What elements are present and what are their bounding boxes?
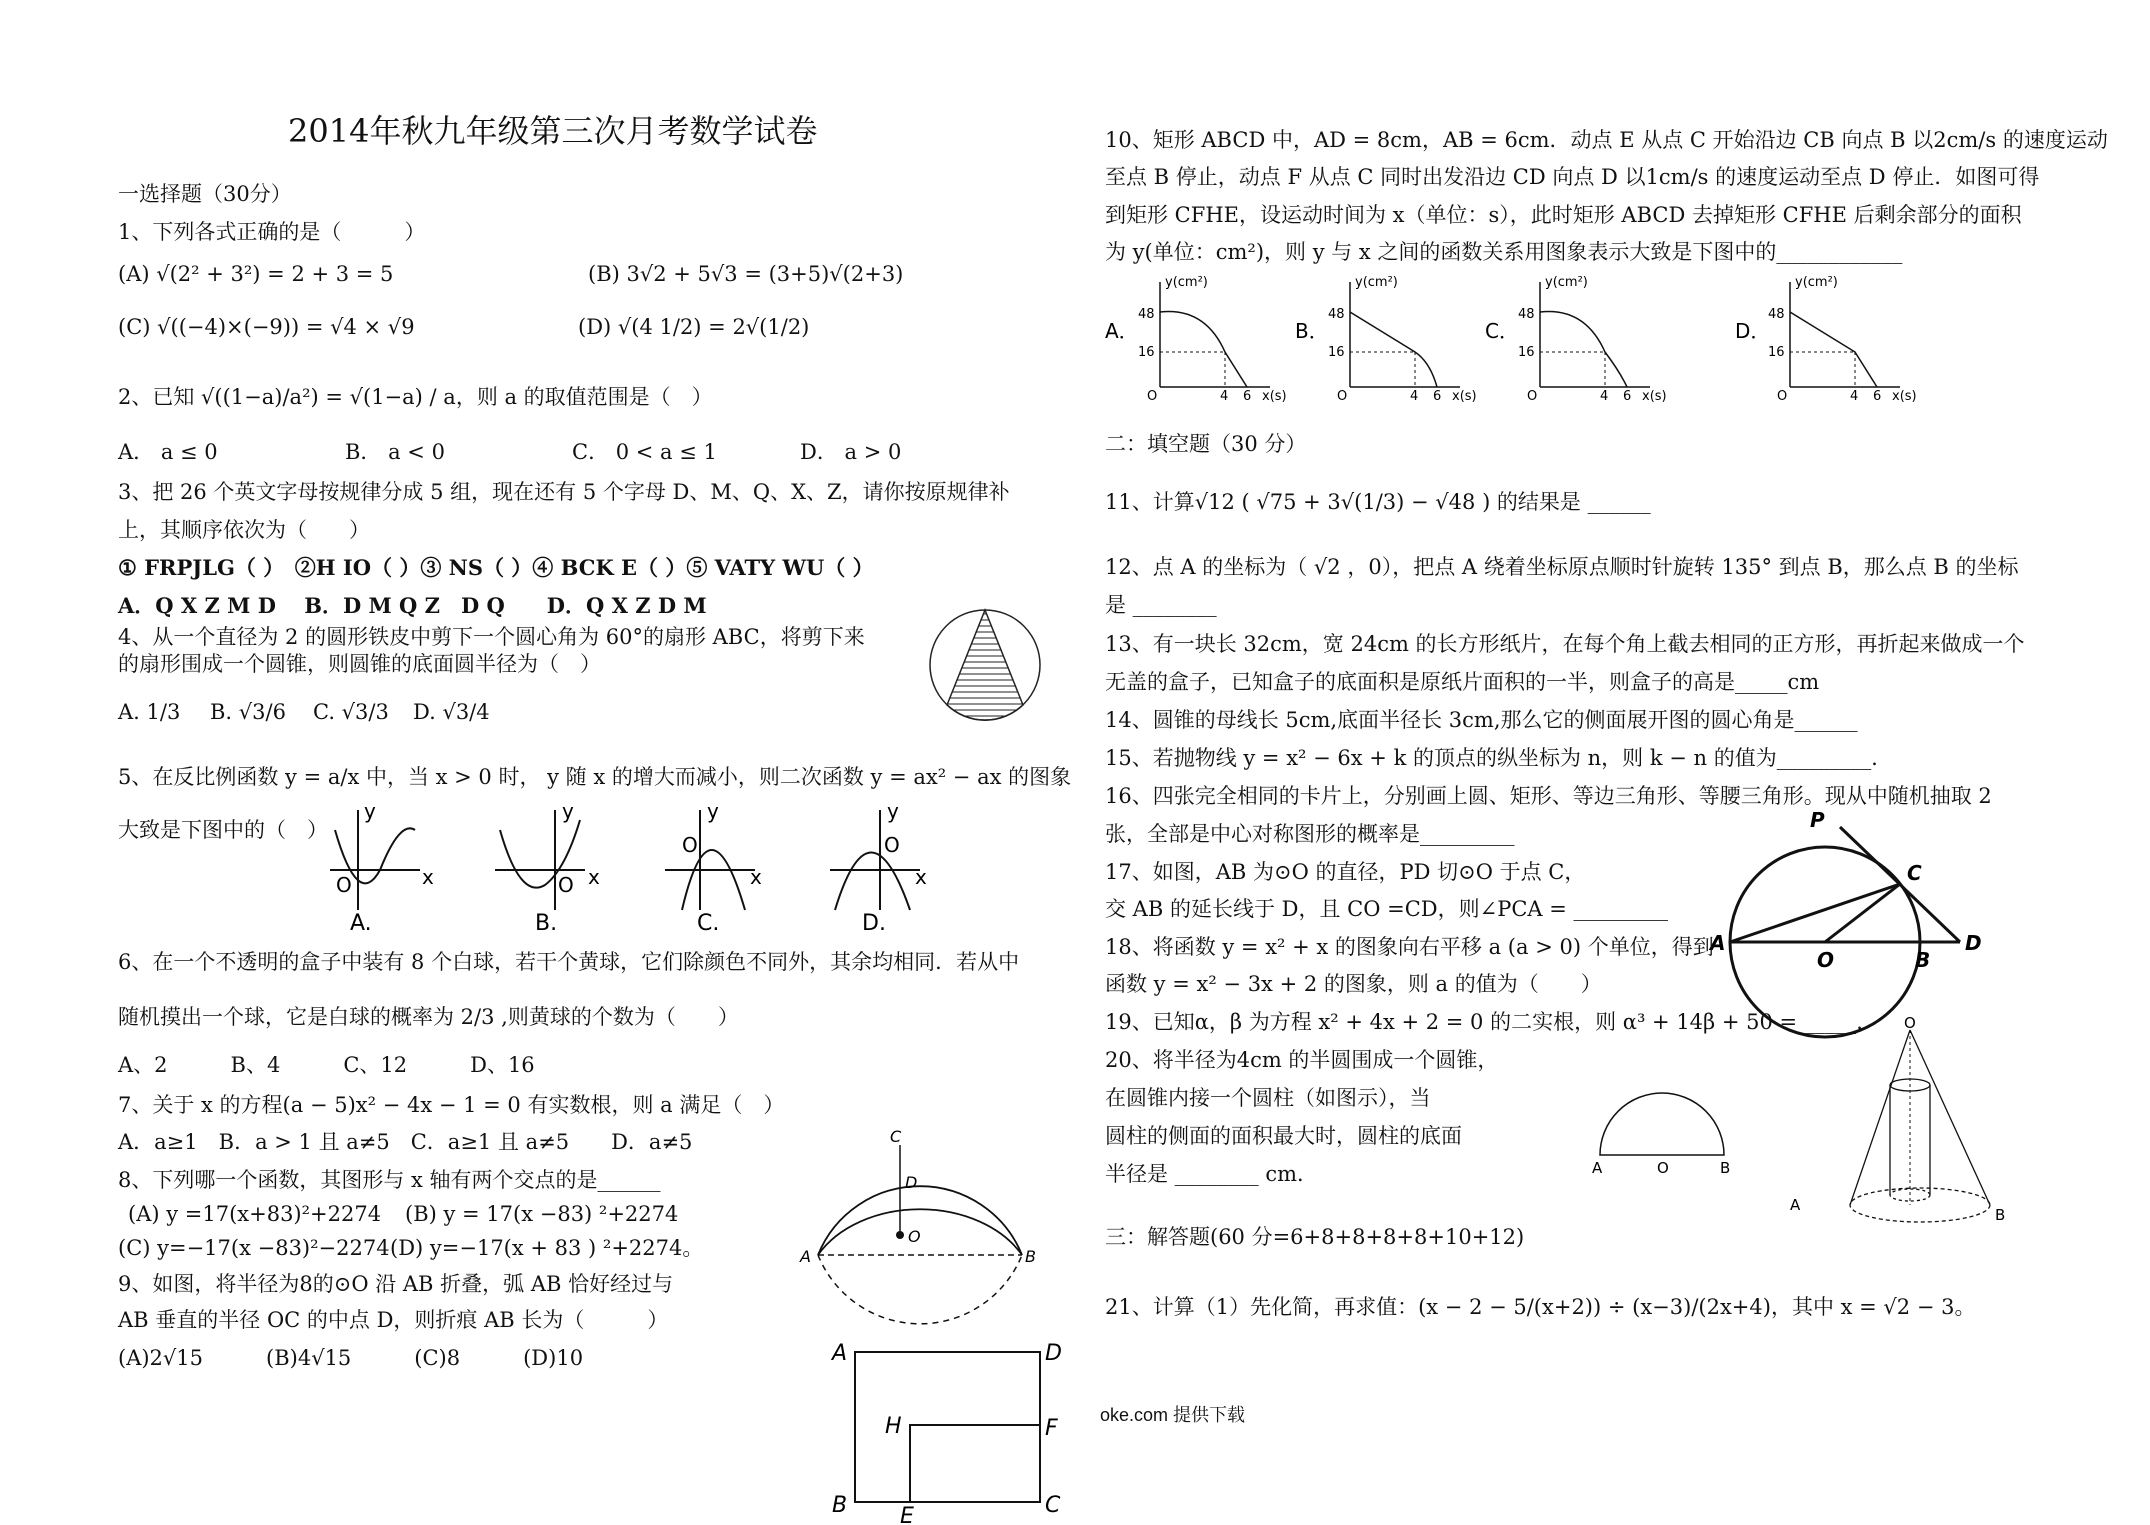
q4-option-a: A. 1/3 (118, 700, 181, 724)
q18-line2: 函数 y = x² − 3x + 2 的图象，则 a 的值为（ ） (1105, 972, 1602, 996)
q4-option-b: B. √3/6 (210, 700, 286, 724)
svg-text:48: 48 (1768, 307, 1785, 322)
svg-text:H: H (885, 1414, 902, 1439)
q20-line1: 20、将半径为4cm 的半圆围成一个圆锥， (1105, 1048, 1499, 1072)
svg-text:16: 16 (1768, 345, 1785, 360)
svg-text:16: 16 (1328, 345, 1345, 360)
svg-text:4: 4 (1600, 389, 1609, 404)
q3-line2: 上，其顺序依次为（ ） (118, 518, 370, 542)
svg-text:B.: B. (535, 911, 558, 936)
q10-graph-options (1105, 272, 2065, 402)
q21: 21、计算（1）先化简，再求值：(x − 2 − 5/(x+2)) ÷ (x−3)/(2x+4)，其中 x = √2 − 3。 (1105, 1295, 1976, 1319)
q5-graph-c (665, 799, 762, 936)
q6-line1: 6、在一个不透明的盒子中装有 8 个白球，若干个黄球，它们除颜色不同外，其余均相同．若从中 (118, 950, 1020, 974)
q8-option-d: (D) y=−17(x + 83 ) ²+2274。 (390, 1236, 704, 1260)
svg-text:O: O (1904, 1014, 1916, 1032)
q9-line1: 9、如图，将半径为8的⊙O 沿 AB 折叠，弧 AB 恰好经过与 (118, 1272, 674, 1296)
svg-text:O: O (908, 1227, 921, 1246)
svg-text:y: y (887, 799, 899, 823)
q18-line1: 18、将函数 y = x² + x 的图象向右平移 a (a > 0) 个单位，得到 (1105, 935, 1714, 959)
svg-text:D: D (905, 1173, 918, 1192)
svg-text:x: x (750, 865, 762, 889)
q4-line2: 的扇形围成一个圆锥，则圆锥的底面圆半径为（ ） (118, 652, 601, 676)
svg-text:A: A (1710, 931, 1726, 955)
q20-line2: 在圆锥内接一个圆柱（如图示），当 (1105, 1086, 1431, 1110)
q10-graph-c (1485, 275, 1667, 404)
q1-option-b: (B) 3√2 + 5√3 = (3+5)√(2+3) (588, 262, 904, 286)
svg-text:y(cm²): y(cm²) (1795, 275, 1838, 290)
svg-text:A．: A． (1105, 319, 1139, 343)
svg-text:y: y (707, 799, 719, 823)
svg-text:x: x (588, 865, 600, 889)
q8-option-c: (C) y=−17(x −83)²−2274 (118, 1236, 390, 1260)
svg-text:O: O (884, 833, 900, 857)
svg-text:P: P (1810, 808, 1825, 832)
q1-option-c: (C) √((−4)×(−9)) = √4 × √9 (118, 315, 415, 339)
q8-stem: 8、下列哪一个函数，其图形与 x 轴有两个交点的是______ (118, 1168, 661, 1192)
q10-line3: 到矩形 CFHE，设运动时间为 x（单位：s），此时矩形 ABCD 去掉矩形 CFHE 后剩余部分的面积 (1105, 203, 2022, 227)
svg-text:O: O (1147, 389, 1158, 404)
q4-option-d: D. √3/4 (413, 700, 490, 724)
q12-line1: 12、点 A 的坐标为（ √2 ，0），把点 A 绕着坐标原点顺时针旋转 135° 到点 B，那么点 B 的坐标 (1105, 555, 2019, 579)
svg-text:4: 4 (1850, 389, 1859, 404)
svg-text:O: O (1657, 1159, 1669, 1177)
svg-text:C: C (1907, 861, 1922, 885)
q15: 15、若抛物线 y = x² − 6x + k 的顶点的纵坐标为 n，则 k − n 的值为_________． (1105, 746, 1893, 770)
svg-text:48: 48 (1328, 307, 1345, 322)
q8-option-b: (B) y = 17(x −83) ²+2274 (405, 1202, 679, 1226)
svg-text:C．: C． (1485, 319, 1519, 343)
svg-text:B: B (1720, 1159, 1731, 1177)
svg-text:x: x (422, 865, 434, 889)
q2-option-c: C． 0 < a ≤ 1 (572, 440, 717, 464)
svg-text:B: B (1025, 1247, 1036, 1266)
svg-text:16: 16 (1138, 345, 1155, 360)
svg-text:48: 48 (1518, 307, 1535, 322)
q13-line2: 无盖的盒子，已知盒子的底面积是原纸片面积的一半，则盒子的高是_____cm (1105, 670, 1820, 694)
download-watermark: oke.com 提供下载 (1100, 1405, 1246, 1425)
q20-semicircle-figure (1590, 1080, 1740, 1175)
q1-option-d: (D) √(4 1/2) = 2√(1/2) (578, 315, 810, 339)
svg-text:x(s): x(s) (1892, 389, 1917, 404)
svg-text:B．: B． (1295, 319, 1329, 343)
svg-text:A: A (1592, 1159, 1603, 1177)
q6-line2: 随机摸出一个球，它是白球的概率为 2/3 ,则黄球的个数为（ ） (118, 1005, 739, 1029)
q10-rectangle-figure (830, 1340, 1100, 1525)
q5-graph-b (495, 799, 600, 936)
q17-line1: 17、如图，AB 为⊙O 的直径，PD 切⊙O 于点 C， (1105, 860, 1586, 884)
q10-graph-a (1105, 275, 1287, 404)
q5-line1: 5、在反比例函数 y = a/x 中，当 x > 0 时， y 随 x 的增大而减小，则二次函数 y = ax² − ax 的图象 (118, 765, 1072, 789)
q20-line4: 半径是 ________ cm． (1105, 1162, 1319, 1186)
section-1-heading: 一选择题（30分） (118, 182, 292, 206)
q5-graph-a (330, 799, 434, 936)
svg-text:48: 48 (1138, 307, 1155, 322)
page-title: 2014年秋九年级第三次月考数学试卷 (288, 112, 818, 150)
svg-text:A: A (832, 1341, 848, 1366)
q10-graph-d (1735, 275, 1917, 404)
q9-fold-figure (800, 1127, 1040, 1355)
svg-text:y: y (562, 799, 574, 823)
q4-sector-figure (925, 605, 1045, 725)
q17-tangent-figure (1710, 808, 1982, 1012)
q7-options: A．a≥1 B．a > 1 且 a≠5 C．a≥1 且 a≠5 D．a≠5 (118, 1130, 693, 1154)
q13-line1: 13、有一块长 32cm，宽 24cm 的长方形纸片，在每个角上截去相同的正方形，再折起来做成一个 (1105, 632, 2025, 656)
svg-text:B: B (1995, 1206, 2006, 1224)
svg-text:6: 6 (1433, 389, 1442, 404)
q9-options: (A)2√15 (B)4√15 (C)8 (D)10 (118, 1346, 584, 1370)
q9-line2: AB 垂直的半径 OC 的中点 D，则折痕 AB 长为（ ） (118, 1308, 669, 1332)
q2-option-b: B． a < 0 (345, 440, 445, 464)
q10-line2: 至点 B 停止，动点 F 从点 C 同时出发沿边 CD 向点 D 以1cm/s 的速度运动至点 D 停止．如图可得 (1105, 165, 2040, 189)
svg-text:O: O (1337, 389, 1348, 404)
svg-text:O: O (1527, 389, 1538, 404)
q17-line2: 交 AB 的延长线于 D，且 CO =CD，则∠PCA = _________ (1105, 897, 1669, 921)
svg-text:x(s): x(s) (1452, 389, 1477, 404)
q20-cone-figure (1790, 1014, 2020, 1230)
q3-options: A．Q X Z M D B．D M Q Z D Q D．Q X Z D M (118, 593, 707, 618)
q4-option-c: C. √3/3 (313, 700, 389, 724)
q19: 19、已知α，β 为方程 x² + 4x + 2 = 0 的二实根，则 α³ + 14β + 50 = _____. (1105, 1010, 1863, 1034)
svg-text:D．: D． (1735, 319, 1771, 343)
svg-text:4: 4 (1220, 389, 1229, 404)
q16-line2: 张，全部是中心对称图形的概率是_________ (1105, 822, 1515, 846)
svg-text:A.: A. (350, 911, 372, 936)
section-2-heading: 二：填空题（30 分） (1105, 432, 1307, 456)
q11: 11、计算√12 ( √75 + 3√(1/3) − √48 ) 的结果是 ______ (1105, 490, 1651, 514)
q1-option-a: (A) √(2² + 3²) = 2 + 3 = 5 (118, 262, 394, 286)
svg-text:F: F (1045, 1416, 1058, 1441)
q3-groups: ① FRPJLG（ ） ②H IO（ ）③ NS（ ）④ BCK E（ ）⑤ VATY WU（ ） (118, 555, 874, 580)
svg-text:B: B (1915, 948, 1931, 972)
svg-text:O: O (1817, 948, 1835, 972)
svg-text:x(s): x(s) (1262, 389, 1287, 404)
q2-stem: 2、已知 √((1−a)/a²) = √(1−a) / a，则 a 的取值范围是（ ） (118, 385, 713, 409)
q10-graph-b (1295, 275, 1477, 404)
svg-text:O: O (336, 873, 352, 897)
q5-line2: 大致是下图中的（ ） (118, 818, 328, 842)
svg-text:C: C (890, 1127, 902, 1146)
section-3-heading: 三：解答题(60 分=6+8+8+8+8+10+12) (1105, 1225, 1525, 1249)
q14: 14、圆锥的母线长 5cm,底面半径长 3cm,那么它的侧面展开图的圆心角是______ (1105, 708, 1858, 732)
svg-text:C.: C. (697, 911, 720, 936)
q8-option-a: (A) y =17(x+83)²+2274 (128, 1202, 382, 1226)
q3-line1: 3、把 26 个英文字母按规律分成 5 组，现在还有 5 个字母 D、M、Q、X、Z，请你按原规律补 (118, 480, 1010, 504)
svg-text:16: 16 (1518, 345, 1535, 360)
q2-option-a: A． a ≤ 0 (118, 440, 218, 464)
q2-option-d: D． a > 0 (800, 440, 902, 464)
svg-text:4: 4 (1410, 389, 1419, 404)
q10-line4: 为 y(单位：cm²)，则 y 与 x 之间的函数关系用图象表示大致是下图中的____________ (1105, 240, 1903, 264)
q16-line1: 16、四张完全相同的卡片上，分别画上圆、矩形、等边三角形、等腰三角形。现从中随机抽取 2 (1105, 784, 1992, 808)
svg-text:y: y (364, 799, 376, 823)
svg-text:B: B (832, 1493, 848, 1518)
svg-text:x: x (915, 865, 927, 889)
svg-text:y(cm²): y(cm²) (1545, 275, 1588, 290)
svg-text:y(cm²): y(cm²) (1165, 275, 1208, 290)
q5-graph-d (830, 799, 927, 936)
svg-text:A: A (800, 1247, 811, 1266)
svg-text:O: O (558, 873, 574, 897)
svg-text:x(s): x(s) (1642, 389, 1667, 404)
svg-text:D.: D. (862, 911, 886, 936)
q7-stem: 7、关于 x 的方程(a − 5)x² − 4x − 1 = 0 有实数根，则 a 满足（ ） (118, 1093, 785, 1117)
svg-text:y(cm²): y(cm²) (1355, 275, 1398, 290)
svg-text:O: O (1777, 389, 1788, 404)
q20-line3: 圆柱的侧面的面积最大时，圆柱的底面 (1105, 1124, 1462, 1148)
q5-graph-options (310, 799, 950, 936)
q4-line1: 4、从一个直径为 2 的圆形铁皮中剪下一个圆心角为 60°的扇形 ABC，将剪下来 (118, 625, 865, 649)
svg-text:C: C (1045, 1493, 1061, 1518)
svg-text:E: E (900, 1504, 914, 1525)
svg-text:D: D (1045, 1341, 1062, 1366)
q1-stem: 1、下列各式正确的是（ ） (118, 220, 426, 244)
svg-text:6: 6 (1243, 389, 1252, 404)
q12-line2: 是 ________ (1105, 593, 1217, 617)
q10-line1: 10、矩形 ABCD 中，AD = 8cm，AB = 6cm．动点 E 从点 C 开始沿边 CB 向点 B 以2cm/s 的速度运动 (1105, 128, 2108, 152)
svg-text:6: 6 (1873, 389, 1882, 404)
svg-text:A: A (1790, 1196, 1801, 1214)
svg-text:D: D (1965, 931, 1982, 955)
svg-text:6: 6 (1623, 389, 1632, 404)
q6-options: A、2 B、4 C、12 D、16 (118, 1053, 535, 1077)
svg-text:O: O (682, 833, 698, 857)
